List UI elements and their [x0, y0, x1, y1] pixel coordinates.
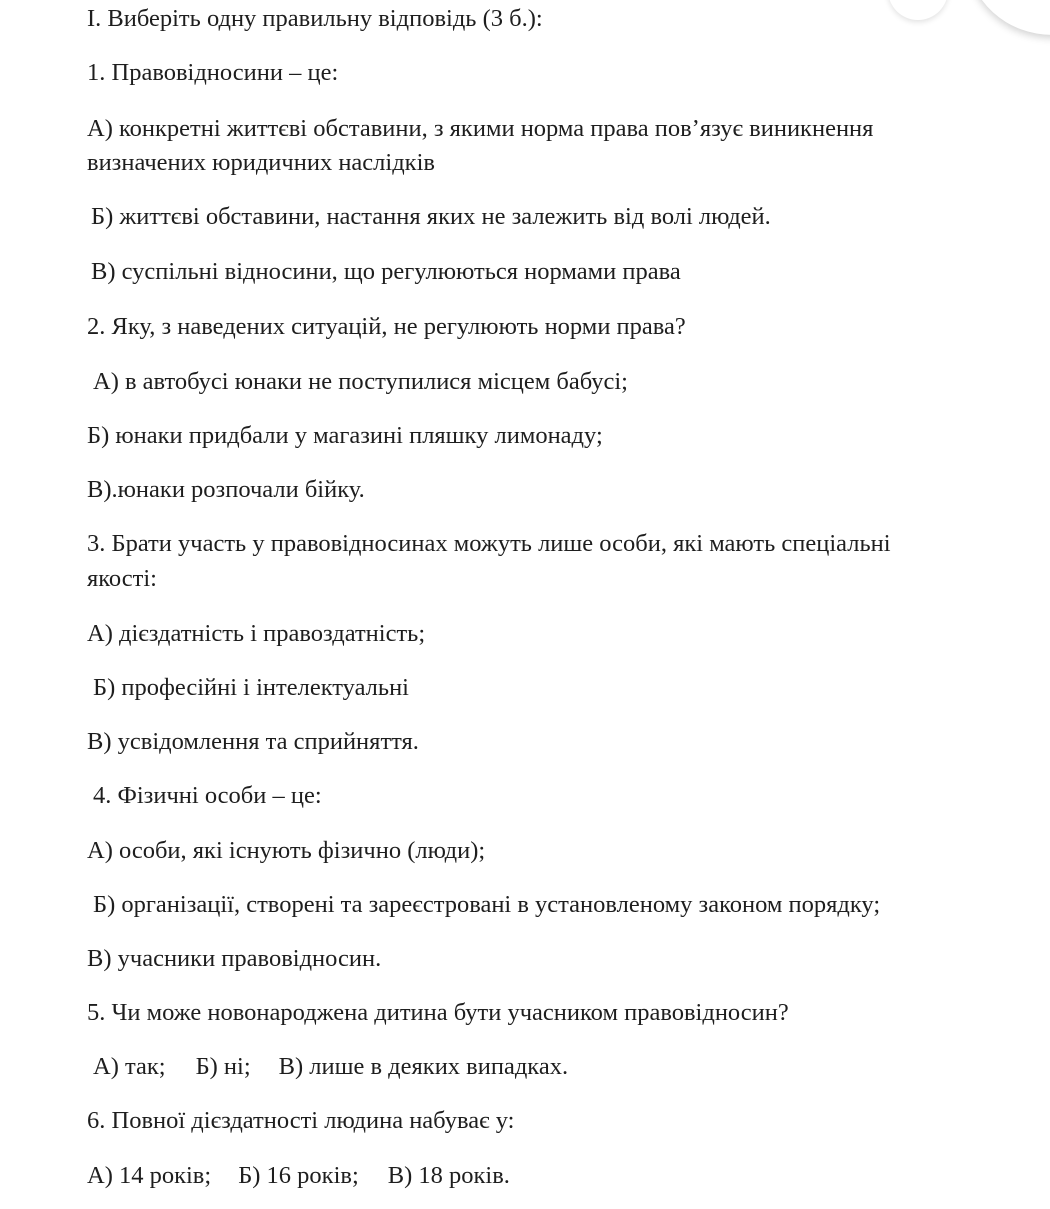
q1-option-a-line1: А) конкретні життєві обставини, з якими норма права пов’язує виникнення — [87, 115, 874, 142]
question-6: 6. Повної дієздатності людина набуває у: — [87, 1107, 515, 1134]
section-heading: I. Виберіть одну правильну відповідь (3 б.): — [87, 5, 543, 32]
q6-option-b: Б) 16 років; — [238, 1162, 359, 1189]
question-4: 4. Фізичні особи – це: — [93, 782, 322, 809]
q4-option-a: А) особи, які існують фізично (люди); — [87, 837, 486, 864]
q2-option-c: В).юнаки розпочали бійку. — [87, 476, 365, 503]
q5-option-c: В) лише в деяких випадках. — [278, 1053, 569, 1080]
question-3-line2: якості: — [87, 565, 157, 592]
question-1: 1. Правовідносини – це: — [87, 59, 339, 86]
q6-option-c: В) 18 років. — [387, 1162, 510, 1189]
question-3-line1: 3. Брати участь у правовідносинах можуть лише особи, які мають спеціальні — [87, 530, 891, 557]
q2-option-b: Б) юнаки придбали у магазині пляшку лимонаду; — [87, 422, 603, 449]
q3-option-c: В) усвідомлення та сприйняття. — [87, 728, 419, 755]
q6-options — [87, 1160, 510, 1192]
corner-circle-small — [888, 0, 948, 20]
q3-option-a: А) дієздатність і правоздатність; — [87, 620, 426, 647]
q6-option-a: А) 14 років; — [87, 1162, 212, 1189]
q4-option-c: В) учасники правовідносин. — [87, 945, 382, 972]
question-2: 2. Яку, з наведених ситуацій, не регулюють норми права? — [87, 313, 686, 340]
q2-option-a: А) в автобусі юнаки не поступилися місцем бабусі; — [93, 368, 628, 395]
q5-option-b: Б) ні; — [195, 1053, 251, 1080]
q1-option-a-line2: визначених юридичних наслідків — [87, 149, 435, 176]
q4-option-b: Б) організації, створені та зареєстровані в установленому законом порядку; — [93, 891, 881, 918]
q5-option-a: А) так; — [93, 1053, 166, 1080]
q1-option-c: В) суспільні відносини, що регулюються нормами права — [91, 258, 681, 285]
corner-circle-large — [968, 0, 1050, 35]
question-5: 5. Чи може новонароджена дитина бути учасником правовідносин? — [87, 999, 789, 1026]
q3-option-b: Б) професійні і інтелектуальні — [93, 674, 409, 701]
q5-options — [93, 1051, 568, 1083]
q1-option-b: Б) життєві обставини, настання яких не залежить від волі людей. — [91, 203, 771, 230]
